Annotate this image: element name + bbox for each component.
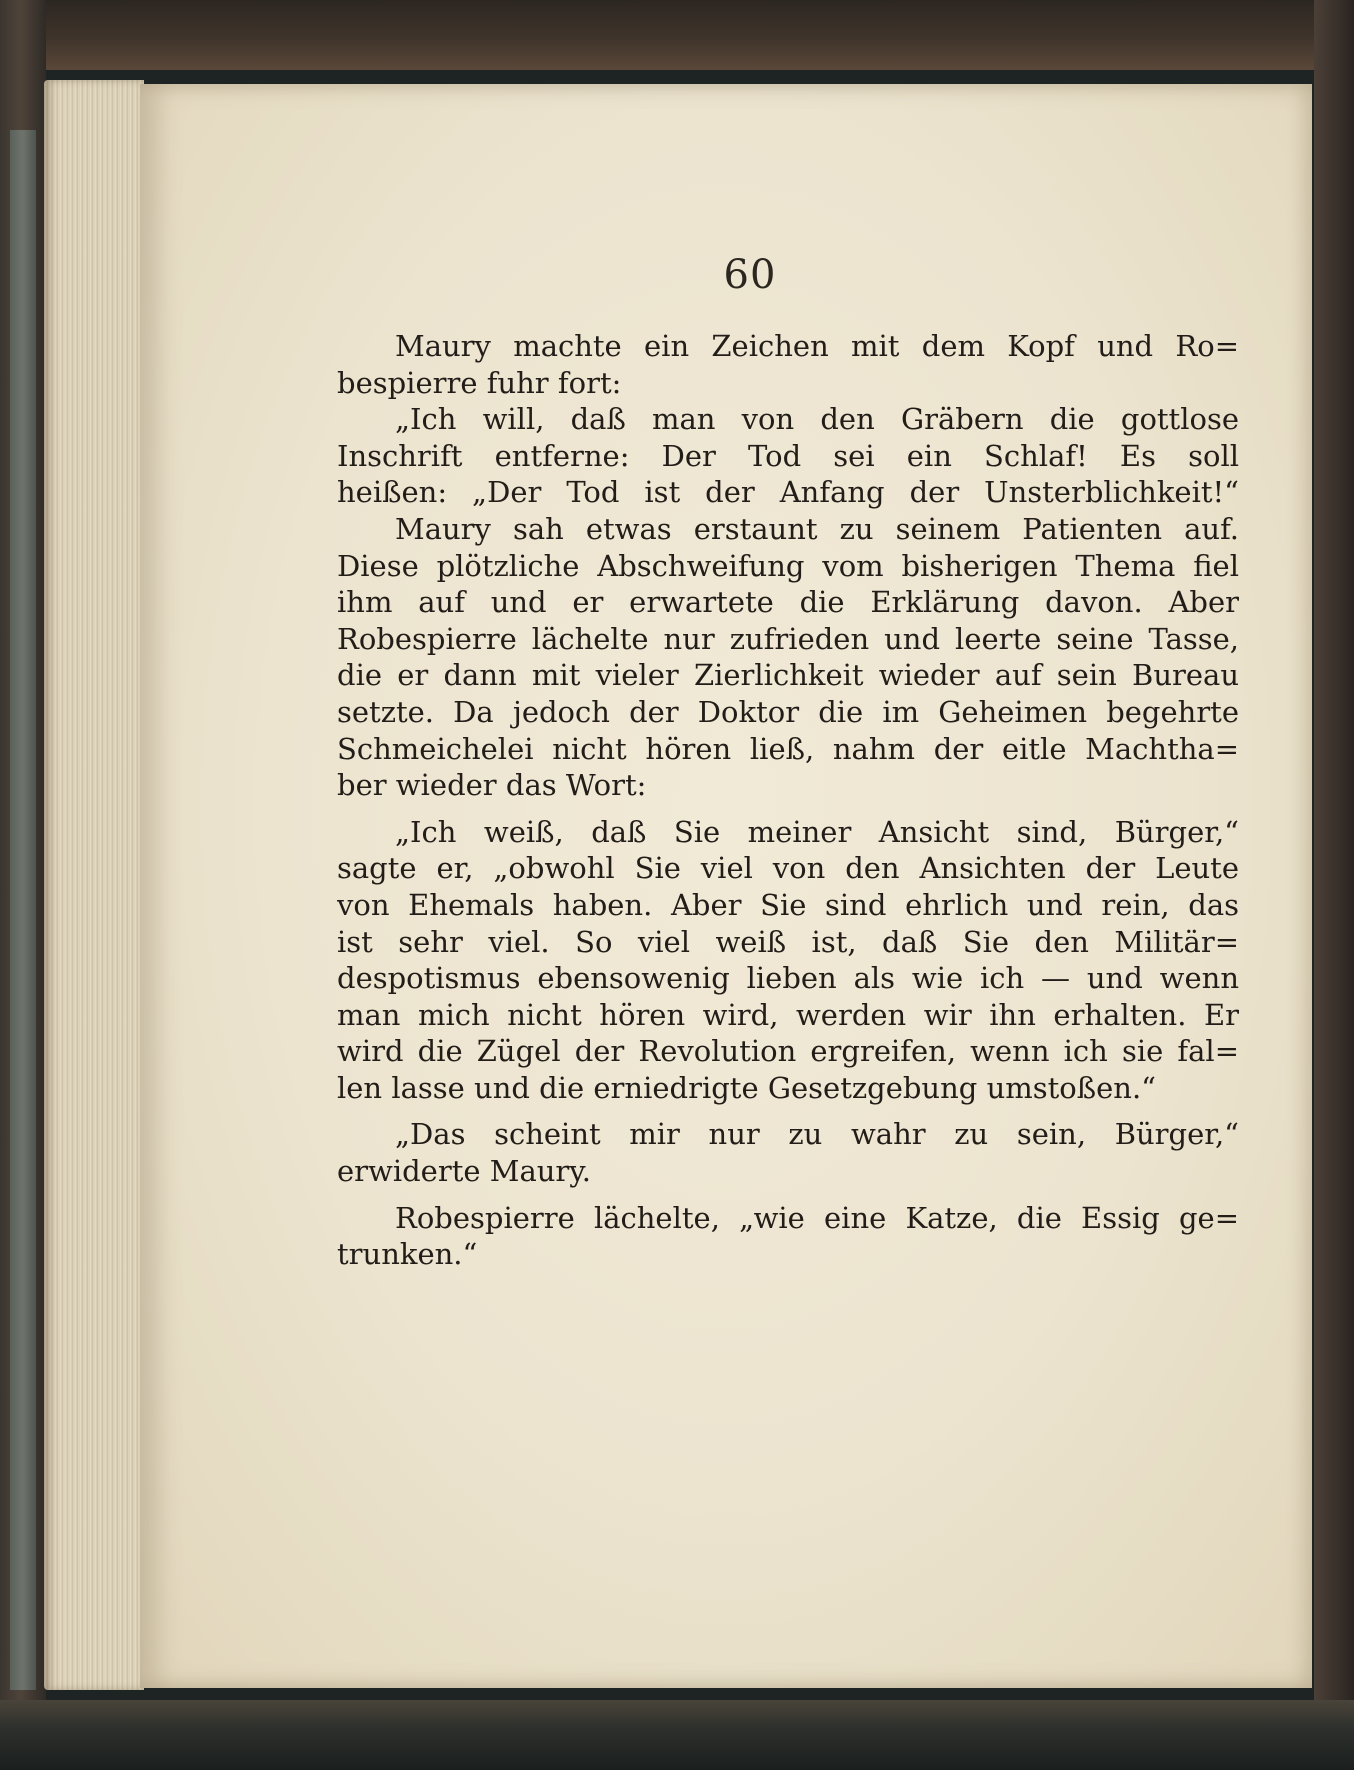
text-line: Schmeichelei nicht hören ließ, nahm der eitle Machtha= bbox=[337, 731, 1239, 766]
text-line: Diese plötzliche Abschweifung vom bisherigen Thema fiel bbox=[337, 548, 1239, 583]
text-line: despotismus ebensowenig lieben als wie ich — und wenn bbox=[337, 961, 1239, 996]
text-line: trunken.“ bbox=[337, 1237, 478, 1272]
body-text bbox=[337, 328, 1239, 1273]
text-line: man mich nicht hören wird, werden wir ihn erhalten. Er bbox=[337, 997, 1239, 1032]
text-line: „Ich weiß, daß Sie meiner Ansicht sind, Bürger,“ bbox=[395, 814, 1239, 849]
text-line: ihm auf und er erwartete die Erklärung davon. Aber bbox=[337, 585, 1239, 620]
text-line: ist sehr viel. So viel weiß ist, daß Sie den Militär= bbox=[337, 924, 1239, 959]
text-line: erwiderte Maury. bbox=[337, 1154, 592, 1189]
text-line: sagte er, „obwohl Sie viel von den Ansichten der Leute bbox=[337, 851, 1239, 886]
text-line: len lasse und die erniedrigte Gesetzgebung umstoßen.“ bbox=[337, 1070, 1156, 1105]
book-cover-left bbox=[0, 0, 46, 1770]
text-line: „Ich will, daß man von den Gräbern die gottlose bbox=[395, 402, 1239, 437]
text-line: ber wieder das Wort: bbox=[337, 768, 647, 803]
text-line: heißen: „Der Tod ist der Anfang der Unsterblichkeit!“ bbox=[337, 475, 1239, 510]
page-stack-edges bbox=[44, 80, 144, 1690]
book-cover-right bbox=[1314, 0, 1354, 1770]
book-cover-bottom bbox=[0, 1700, 1354, 1770]
text-line: Maury machte ein Zeichen mit dem Kopf und Ro= bbox=[395, 329, 1239, 363]
book-cover-top bbox=[0, 0, 1354, 70]
book-spine-strip bbox=[10, 130, 36, 1690]
text-line: Robespierre lächelte nur zufrieden und leerte seine Tasse, bbox=[337, 621, 1239, 656]
text-line: Inschrift entferne: Der Tod sei ein Schlaf! Es soll bbox=[337, 438, 1239, 473]
text-line: „Das scheint mir nur zu wahr zu sein, Bürger,“ bbox=[395, 1117, 1239, 1152]
text-line: bespierre fuhr fort: bbox=[337, 365, 622, 400]
text-line: setzte. Da jedoch der Doktor die im Geheimen begehrte bbox=[337, 694, 1239, 729]
page-number: 60 bbox=[723, 252, 777, 298]
text-line: Robespierre lächelte, „wie eine Katze, die Essig ge= bbox=[395, 1200, 1239, 1235]
text-line: die er dann mit vieler Zierlichkeit wieder auf sein Bureau bbox=[337, 658, 1239, 693]
text-line: Maury sah etwas erstaunt zu seinem Patienten auf. bbox=[395, 511, 1239, 546]
text-line: wird die Zügel der Revolution ergreifen, wenn ich sie fal= bbox=[337, 1034, 1239, 1069]
text-line: von Ehemals haben. Aber Sie sind ehrlich und rein, das bbox=[337, 887, 1239, 922]
book-page bbox=[140, 84, 1312, 1688]
